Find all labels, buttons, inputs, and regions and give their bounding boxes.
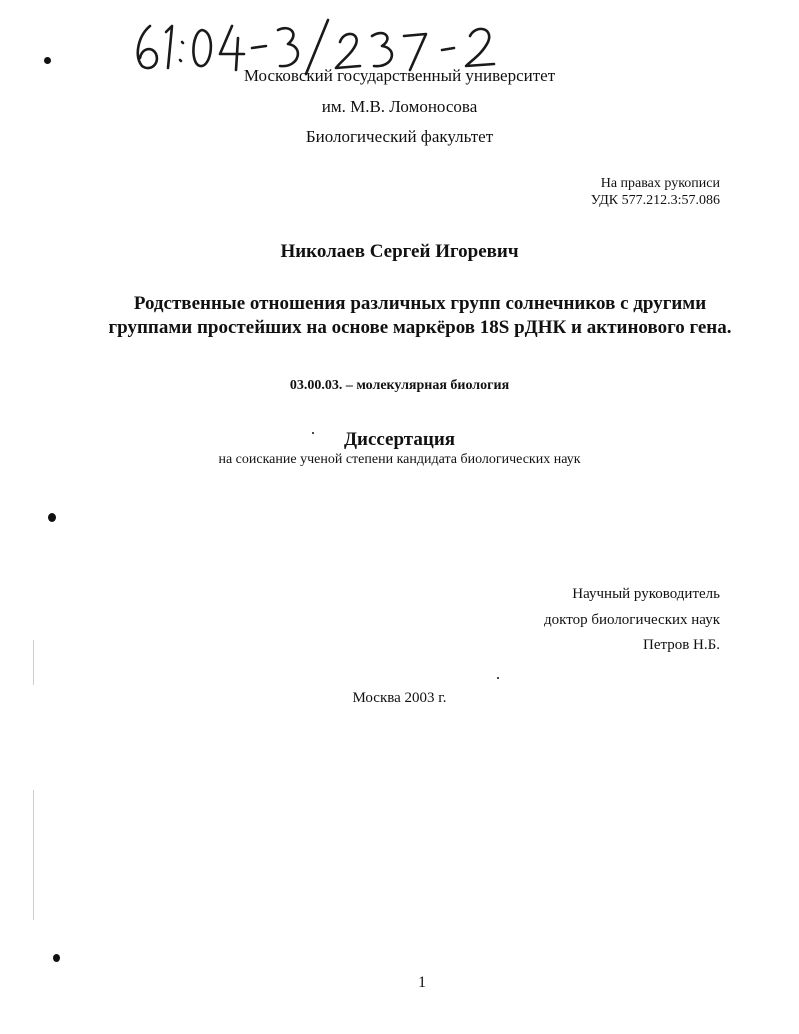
supervisor-degree: доктор биологических наук bbox=[544, 612, 720, 628]
faculty-name: Биологический факультет bbox=[305, 127, 494, 146]
dissertation-title: Родственные отношения различных групп солнечников с другими группами простейших на основе маркёров 18S рДНК и актинового гена. bbox=[108, 293, 732, 338]
scan-speck bbox=[48, 513, 56, 522]
scan-edge-line bbox=[33, 640, 34, 685]
scan-speck bbox=[53, 954, 60, 962]
supervisor-role: Научный руководитель bbox=[572, 586, 720, 602]
scan-speck bbox=[497, 677, 499, 679]
university-named-after: им. М.В. Ломоносова bbox=[321, 97, 478, 116]
manuscript-rights: На правах рукописи bbox=[600, 176, 720, 191]
degree-purpose: на соискание ученой степени кандидата биологических наук bbox=[218, 452, 581, 467]
document-type: Диссертация bbox=[343, 429, 456, 450]
supervisor-name: Петров Н.Б. bbox=[642, 637, 720, 653]
author-name: Николаев Сергей Игоревич bbox=[280, 241, 519, 262]
scan-speck bbox=[44, 57, 51, 64]
scan-edge-line bbox=[33, 790, 34, 920]
specialty-code: 03.00.03. – молекулярная биология bbox=[289, 378, 510, 393]
scan-speck bbox=[312, 432, 314, 434]
city-year: Москва 2003 г. bbox=[352, 690, 447, 706]
university-name: Московский государственный университет bbox=[243, 66, 556, 85]
page-number: 1 bbox=[418, 974, 426, 991]
udc-code: УДК 577.212.3:57.086 bbox=[590, 193, 720, 208]
